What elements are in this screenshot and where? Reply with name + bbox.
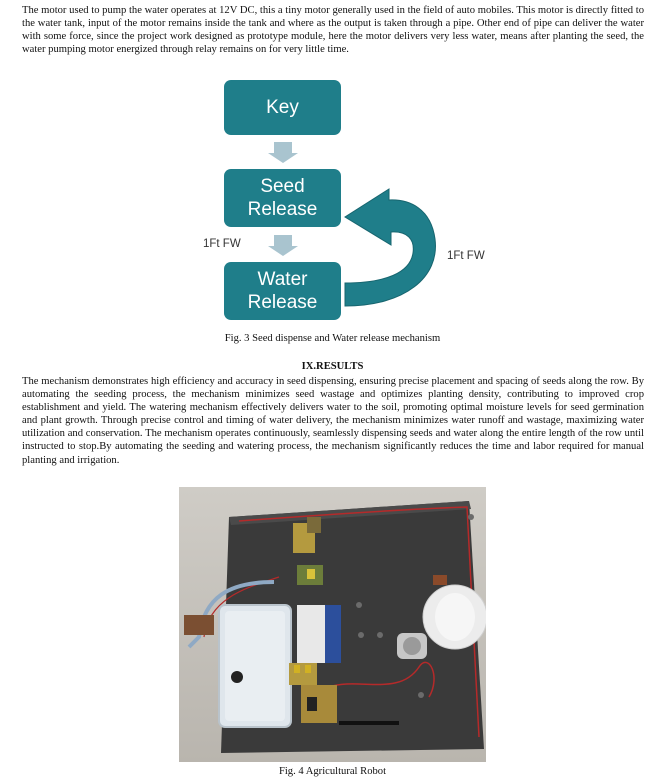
down-arrow-2: [268, 235, 298, 256]
water-release-box: [224, 262, 341, 320]
section-heading: IX.RESULTS: [301, 361, 364, 372]
water-release-label: Water Release: [247, 269, 318, 313]
robot-photo-illustration: [179, 487, 486, 762]
left-distance-label: 1Ft FW: [203, 238, 241, 250]
paragraph-motor: The motor used to pump the water operates at 12V DC, this a tiny motor generally used in the field of auto mobiles. This motor is directly fitted to the water tank, input of the motor remains inside the tank and where as the output is taken through a pipe. Other end of pipe can deliver the water with some force, since the project work designed as prototype module, here the motor delivers very less water, means after planting the seed, the water pumping motor energized through relay remains on for very little time.: [22, 5, 644, 56]
seed-release-box: [224, 169, 341, 227]
down-arrow-1: [268, 142, 298, 163]
seed-release-label: Seed Release: [247, 176, 318, 220]
flow-diagram: [195, 77, 515, 327]
circuit-board-3: [301, 685, 337, 723]
key-label: Key: [266, 97, 299, 118]
circuit-board-2: [289, 663, 317, 685]
battery-pack: [297, 605, 325, 663]
fig3-caption: Fig. 3 Seed dispense and Water release mechanism: [224, 333, 441, 344]
key-box: [224, 80, 341, 135]
right-distance-label: 1Ft FW: [447, 250, 485, 262]
fig4-caption: Fig. 4 Agricultural Robot: [278, 766, 387, 777]
robot-photo: [179, 487, 486, 762]
loop-arrow: [345, 189, 435, 306]
paragraph-results: The mechanism demonstrates high efficiency and accuracy in seed dispensing, ensuring precise placement and spacing of seeds along the row. By automating the seeding process, the mechanism minimizes seed wastage and optimizes planting density, contributing to improved crop establishment and yield. The watering mechanism effectively delivers water to the soil, promoting optimal moisture levels for seed germination and plant growth. Through precise control and timing of water delivery, the mechanism minimizes water runoff and wastage, maximizing water utilization and conservation. The mechanism operates continuously, seamlessly dispensing seeds and water along the entire length of the row until instructed to stop.By automating the seeding and watering process, the mechanism significantly reduces the time and labor required for manual planting and irrigation.: [22, 376, 644, 466]
